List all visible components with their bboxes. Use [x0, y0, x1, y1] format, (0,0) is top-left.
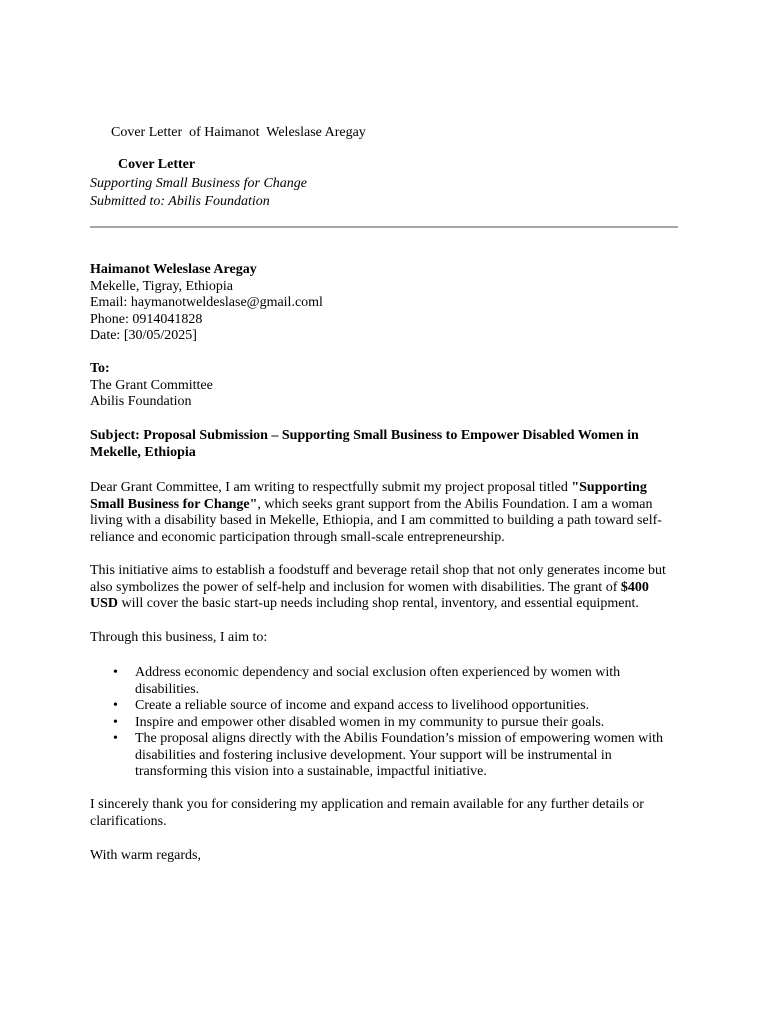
letter-date: Date: [30/05/2025] [90, 328, 197, 343]
sender-location: Mekelle, Tigray, Ethiopia [90, 278, 233, 294]
body-paragraph-3: Through this business, I aim to: [90, 630, 268, 645]
grant-amount: $400 USD [90, 579, 649, 611]
sender-block [90, 262, 680, 345]
paragraph-text: This initiative aims to establish a foodstuff and beverage retail shop that not only generates income but also symbolizes the power of self-help and inclusion for women with disabilities. The grant of [90, 563, 666, 595]
document-title: Cover Letter of Haimanot Weleslase Aregay [111, 125, 366, 140]
project-subtitle: Supporting Small Business for Change [90, 176, 308, 191]
list-item-text: Inspire and empower other disabled women in my community to pursue their goals. [135, 714, 605, 730]
paragraph-text: will cover the basic start-up needs including shop rental, inventory, and essential equipment. [118, 596, 639, 611]
aims-list [90, 665, 680, 781]
sender-email: Email: haymanotweldeslase@gmail.coml [90, 295, 323, 310]
paragraph-text: , which seeks grant support from the Abilis Foundation. I am a woman living with a disability based in Mekelle, Ethiopia, and I am committed to building a path toward self-reliance and economic participation through small-scale entrepreneurship. [90, 496, 662, 545]
submitted-to-line: Submitted to: Abilis Foundation [90, 194, 270, 209]
list-item [90, 715, 680, 732]
bullet-icon: • [113, 714, 118, 730]
list-item-text: Create a reliable source of income and expand access to livelihood opportunities. [135, 698, 590, 713]
recipient-line-1: The Grant Committee [90, 377, 213, 393]
body-paragraph-2 [90, 563, 680, 613]
closing-line: With warm regards, [90, 848, 202, 863]
paragraph-text: Dear Grant Committee, I am writing to respectfully submit my project proposal titled [90, 480, 572, 495]
horizontal-divider [90, 226, 678, 228]
subject-line: Subject: Proposal Submission – Supporting Small Business to Empower Disabled Women in Mekelle, Ethiopia [90, 428, 639, 460]
recipient-block [90, 361, 680, 411]
body-paragraph-4: I sincerely thank you for considering my application and remain available for any further details or clarifications. [90, 797, 644, 829]
list-item-text: The proposal aligns directly with the Abilis Foundation’s mission of empowering women with disabilities and fostering inclusive development. Your support will be instrumental in transforming this vision into a sustainable, impactful initiative. [135, 731, 664, 779]
cover-letter-heading: Cover Letter [118, 157, 196, 172]
sender-phone: Phone: 0914041828 [90, 311, 203, 327]
list-item [90, 665, 680, 698]
sender-name: Haimanot Weleslase Aregay [90, 262, 257, 277]
bullet-icon: • [113, 731, 118, 746]
list-item [90, 698, 680, 715]
bullet-icon: • [113, 698, 118, 713]
list-item-text: Address economic dependency and social exclusion often experienced by women with disabilities. [135, 665, 621, 697]
list-item [90, 731, 680, 781]
body-paragraph-1 [90, 480, 680, 546]
recipient-label: To: [90, 361, 110, 376]
project-title-emphasis: "Supporting Small Business for Change" [90, 480, 647, 512]
recipient-line-2: Abilis Foundation [90, 394, 192, 409]
bullet-icon: • [113, 665, 118, 680]
